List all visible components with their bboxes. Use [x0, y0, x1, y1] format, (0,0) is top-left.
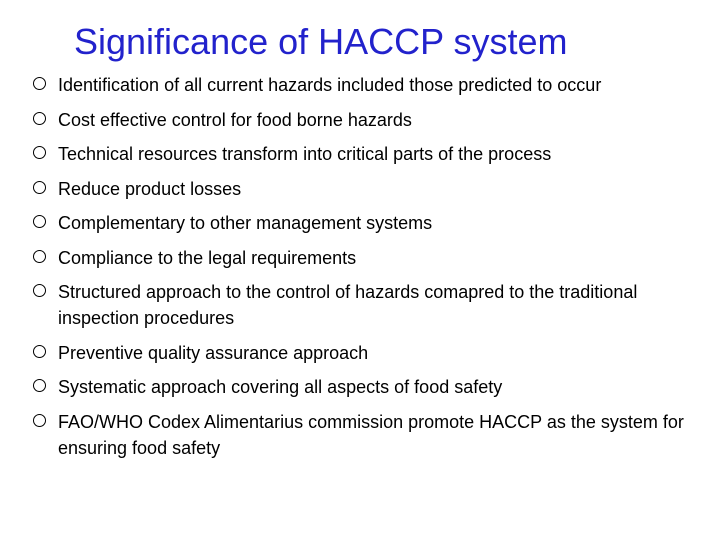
bullet-text: Cost effective control for food borne hazards	[58, 109, 412, 130]
bullet-text: Identification of all current hazards included those predicted to occur	[58, 75, 602, 95]
hollow-circle-bullet-icon	[33, 250, 46, 263]
bullet-text: Structured approach to the control of hazards comapred to the traditional inspection procedures	[58, 282, 638, 328]
hollow-circle-bullet-icon	[33, 146, 46, 159]
hollow-circle-bullet-icon	[33, 77, 46, 90]
bullet-list	[32, 72, 692, 469]
bullet-item	[32, 340, 692, 366]
bullet-text: Compliance to the legal requirements	[58, 247, 357, 268]
hollow-circle-bullet-icon	[33, 284, 46, 297]
bullet-item	[32, 141, 692, 167]
bullet-text: Systematic approach covering all aspects of food safety	[58, 377, 503, 397]
bullet-text: Reduce product losses	[58, 178, 242, 199]
hollow-circle-bullet-icon	[33, 345, 46, 358]
hollow-circle-bullet-icon	[33, 112, 46, 125]
bullet-text: Complementary to other management systems	[58, 213, 433, 233]
slide-title: Significance of HACCP system	[74, 21, 568, 62]
bullet-text: Preventive quality assurance approach	[58, 342, 369, 363]
bullet-text: FAO/WHO Codex Alimentarius commission promote HACCP as the system for ensuring food safety	[58, 411, 684, 458]
bullet-item	[32, 245, 692, 271]
bullet-item	[32, 210, 692, 236]
bullet-item	[32, 374, 692, 400]
bullet-text: Technical resources transform into critical parts of the process	[58, 144, 552, 164]
hollow-circle-bullet-icon	[33, 379, 46, 392]
bullet-item	[32, 72, 692, 98]
hollow-circle-bullet-icon	[33, 181, 46, 194]
hollow-circle-bullet-icon	[33, 414, 46, 427]
bullet-item	[32, 409, 692, 461]
bullet-item	[32, 107, 692, 133]
hollow-circle-bullet-icon	[33, 215, 46, 228]
bullet-item	[32, 279, 692, 331]
bullet-item	[32, 176, 692, 202]
